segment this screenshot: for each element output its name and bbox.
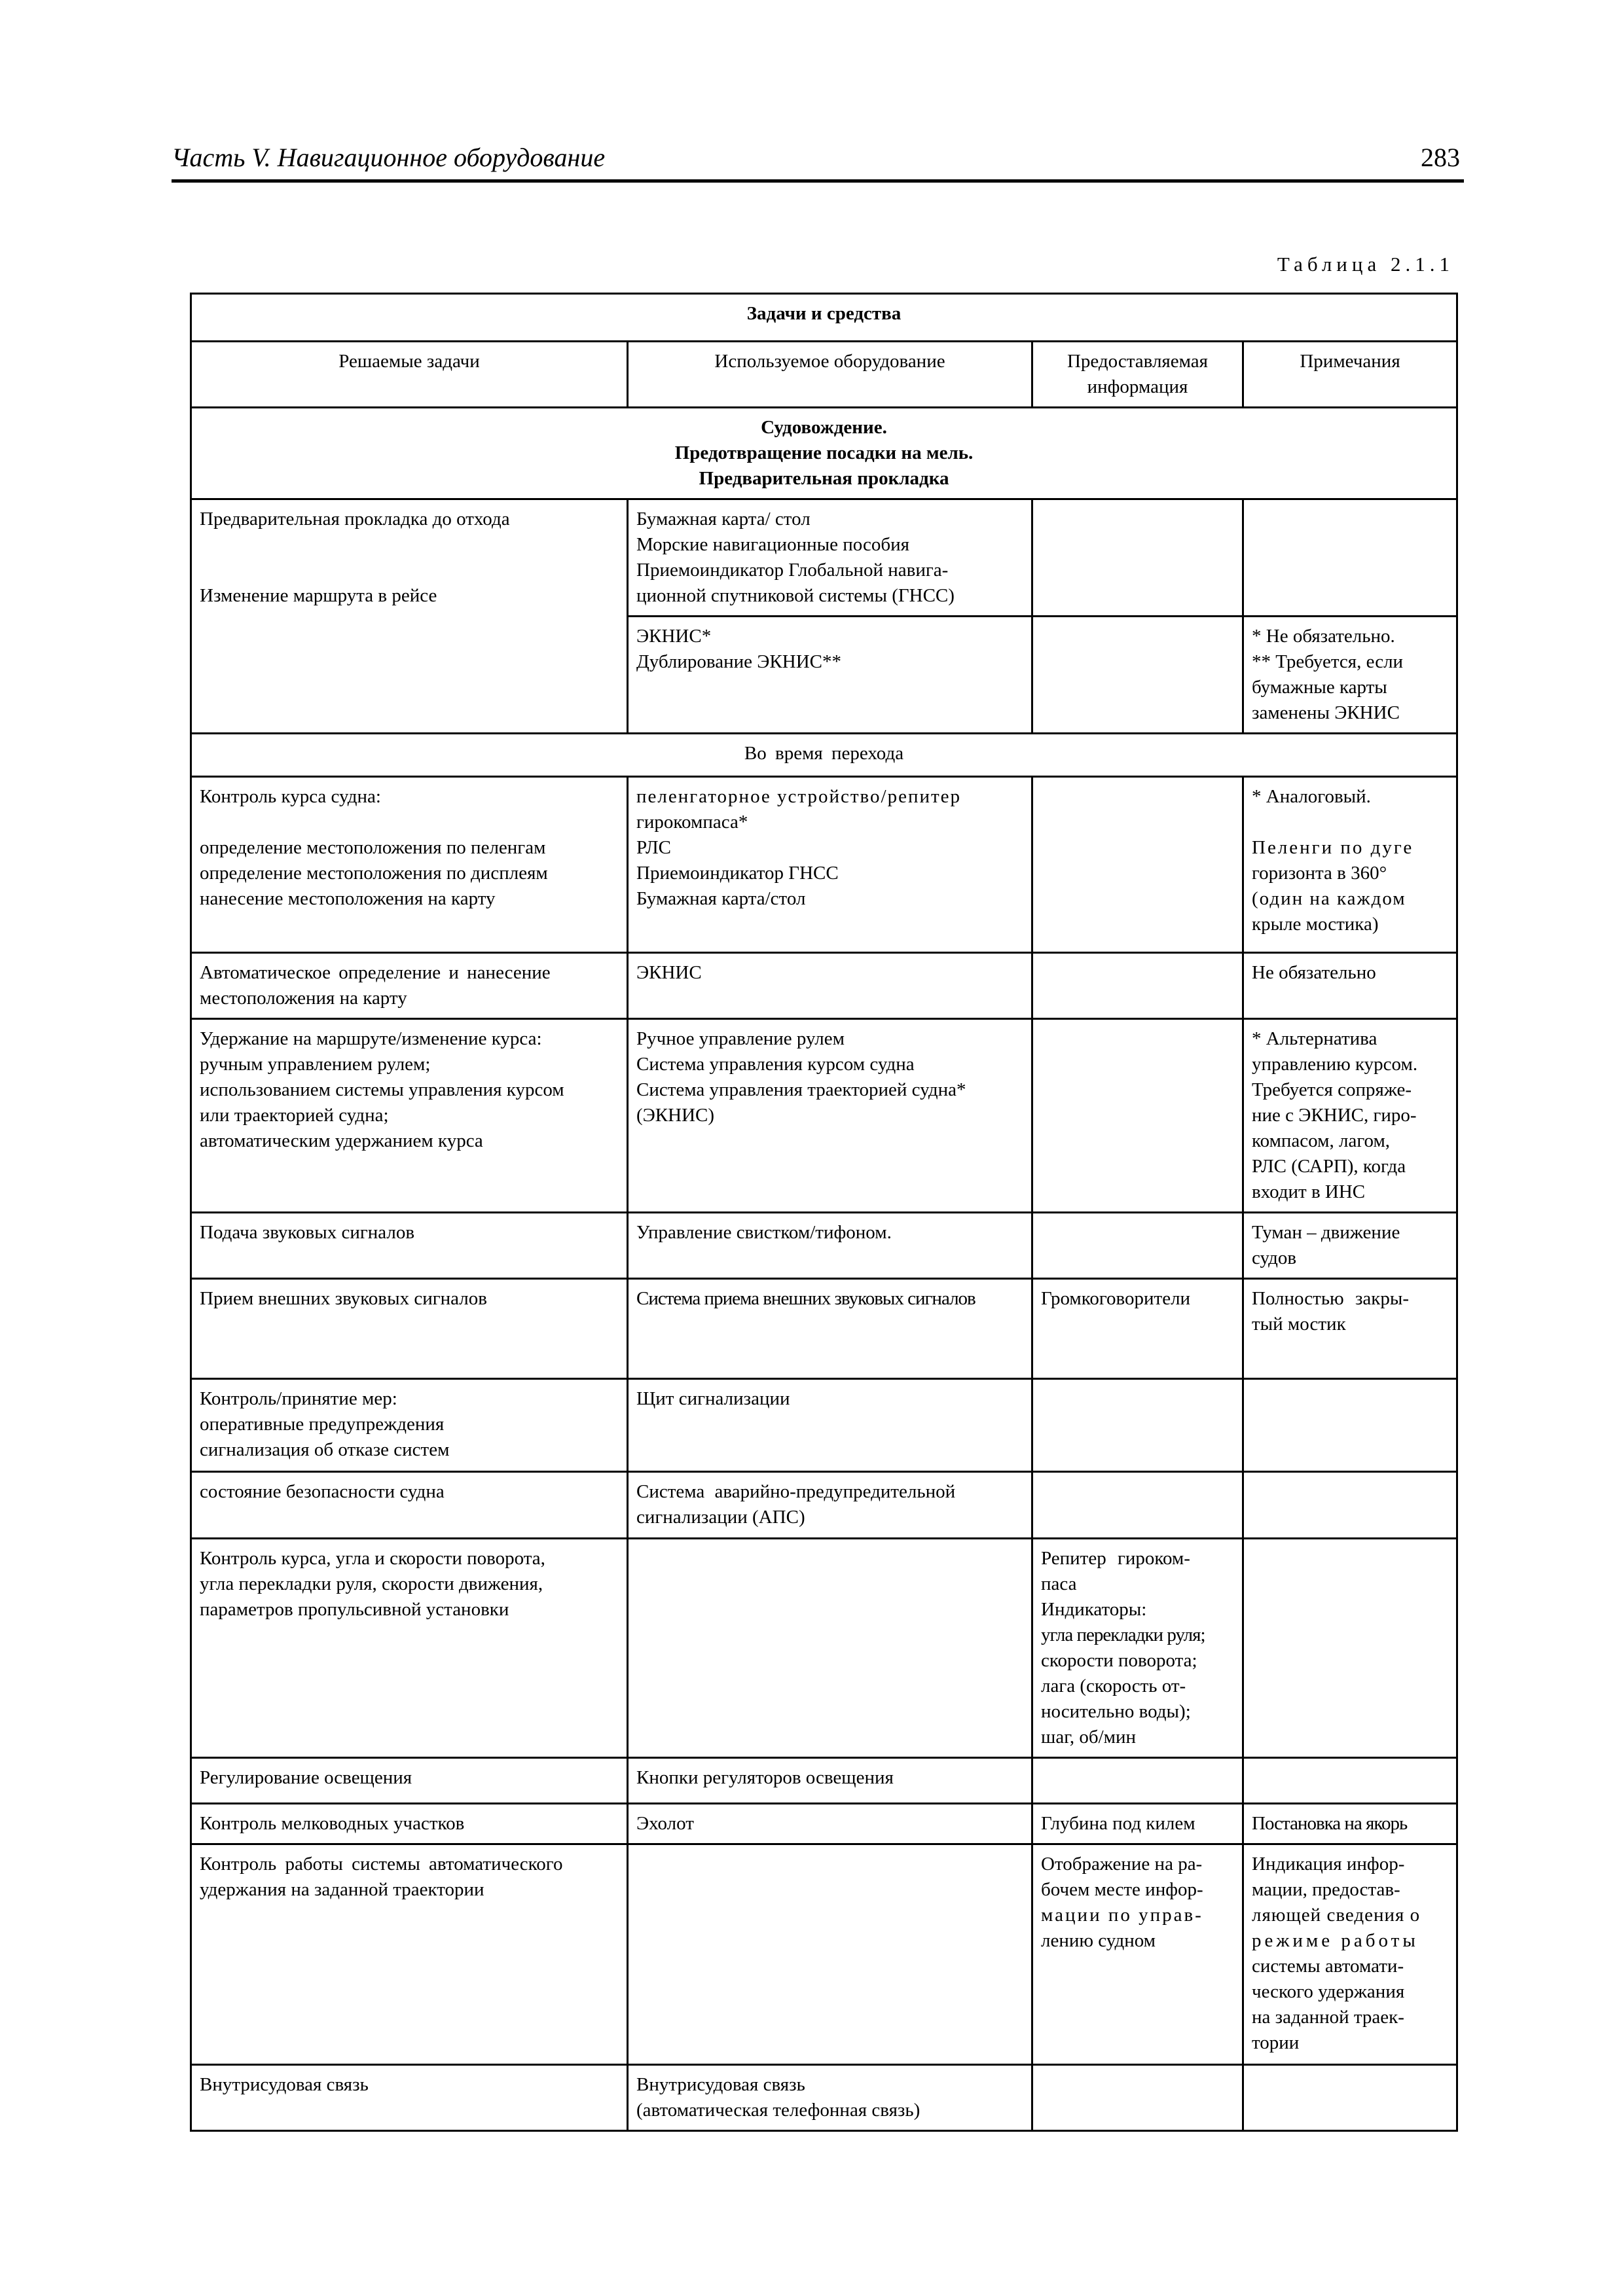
task-cell [191,953,628,1019]
table-row [191,499,1457,617]
column-header-equipment: Используемое оборудование [628,342,1032,408]
task-line: Контроль работы системы автоматического [200,1854,563,1874]
task-line: или траекторией судна; [200,1105,389,1126]
equipment-cell: ЭКНИС [628,953,1032,1019]
table-row [191,1213,1457,1279]
note-line: * Альтернатива [1252,1028,1377,1049]
equipment-cell: Щит сигнализации [628,1379,1032,1472]
note-line: * Не обязательно. [1252,626,1395,647]
equipment-line: сигнализации (АПС) [636,1507,805,1528]
task-line: параметров пропульсивной установки [200,1599,509,1620]
note-cell [1243,2065,1457,2131]
page-number: 283 [1421,143,1460,172]
task-cell [191,1019,628,1213]
tasks-equipment-table [190,293,1458,2132]
equipment-line: Бумажная карта/ стол [636,509,811,529]
task-cell [191,1844,628,2065]
task-line: местоположения на карту [200,988,407,1009]
task-cell: Прием внешних звуковых сигналов [191,1279,628,1379]
note-cell [1243,1213,1457,1279]
note-line: (один на каждом [1252,888,1406,909]
note-line: компасом, лагом, [1252,1130,1391,1151]
section-heading-row [191,408,1457,499]
equipment-cell [628,1472,1032,1539]
equipment-line: Дублирование ЭКНИС** [636,651,841,672]
equipment-cell: Кнопки регуляторов освещения [628,1758,1032,1804]
task-line: Контроль/принятие мер: [200,1388,397,1409]
note-line: ние с ЭКНИС, гиро- [1252,1105,1417,1126]
page-header [172,143,1464,183]
task-line: использованием системы управления курсом [200,1079,564,1100]
section-heading-navigation [191,408,1457,499]
task-line: Удержание на маршруте/изменение курса: [200,1028,542,1049]
note-line: тый мостик [1252,1314,1346,1335]
info-line: лага (скорость от- [1041,1676,1186,1696]
task-line: определение местоположения по дисплеям [200,863,548,884]
table-header-row [191,342,1457,408]
info-cell [1032,1019,1243,1213]
equipment-line: Ручное управление рулем [636,1028,845,1049]
info-line: Репитер гироком- [1041,1548,1190,1569]
info-cell [1032,1758,1243,1804]
equipment-cell [628,2065,1032,2131]
note-cell [1243,1539,1457,1758]
note-line: входит в ИНС [1252,1181,1366,1202]
note-cell [1243,499,1457,617]
note-line: ческого удержания [1252,1981,1405,2002]
equipment-line: Система управления курсом судна [636,1054,915,1075]
task-cell: состояние безопасности судна [191,1472,628,1539]
equipment-cell [628,1844,1032,2065]
task-cell [191,777,628,953]
column-header-tasks: Решаемые задачи [191,342,628,408]
task-line: Контроль курса, угла и скорости поворота, [200,1548,545,1569]
table-title: Задачи и средства [191,294,1457,342]
info-cell: Глубина под килем [1032,1804,1243,1844]
info-cell [1032,617,1243,734]
table-row [191,1379,1457,1472]
info-cell [1032,2065,1243,2131]
task-line: угла перекладки руля, скорости движения, [200,1573,543,1594]
note-line: бумажные карты [1252,677,1387,698]
note-line: Туман – движение [1252,1222,1400,1243]
note-line: режиме работы [1252,1930,1419,1951]
task-line: определение местоположения по пеленгам [200,837,546,858]
task-cell: Контроль мелководных участков [191,1804,628,1844]
table-row [191,1472,1457,1539]
equipment-cell: Система приема внешних звуковых сигналов [628,1279,1032,1379]
info-line: Отображение на ра- [1041,1854,1203,1874]
note-line: ляющей сведения о [1252,1905,1421,1926]
note-line: * Аналоговый. [1252,786,1371,807]
note-cell [1243,1279,1457,1379]
task-cell [191,499,628,734]
table-caption: Таблица 2.1.1 [1277,253,1454,276]
equipment-cell [628,1539,1032,1758]
equipment-line: пеленгаторное устройство/репитер [636,786,962,807]
note-cell [1243,1844,1457,2065]
equipment-cell [628,499,1032,617]
note-line: на заданной траек- [1252,2007,1404,2028]
note-line: Полностью закры- [1252,1288,1410,1309]
info-line: Индикаторы: [1041,1599,1147,1620]
section-heading-row [191,734,1457,777]
equipment-cell [628,1019,1032,1213]
info-cell [1032,1379,1243,1472]
equipment-cell: Управление свистком/тифоном. [628,1213,1032,1279]
info-cell [1032,1213,1243,1279]
task-line: удержания на заданной траектории [200,1879,484,1900]
task-cell: Подача звуковых сигналов [191,1213,628,1279]
table-row [191,2065,1457,2131]
table-row [191,1539,1457,1758]
note-cell [1243,777,1457,953]
note-cell [1243,1019,1457,1213]
note-line: РЛС (САРП), когда [1252,1156,1406,1177]
section-line: Судовождение. [761,417,887,438]
info-cell: Громкоговорители [1032,1279,1243,1379]
task-line: Автоматическое определение и нанесение [200,962,551,983]
equipment-line: Морские навигационные пособия [636,534,909,555]
equipment-line: гирокомпаса* [636,812,748,833]
table-row [191,1758,1457,1804]
task-cell [191,1379,628,1472]
note-cell [1243,1758,1457,1804]
equipment-line: ЭКНИС* [636,626,712,647]
note-cell: Не обязательно [1243,953,1457,1019]
equipment-line: Приемоиндикатор ГНСС [636,863,839,884]
task-line: Изменение маршрута в рейсе [200,585,437,606]
task-line: оперативные предупреждения [200,1414,445,1435]
equipment-cell [628,777,1032,953]
task-line: Предварительная прокладка до отхода [200,509,510,529]
task-line: автоматическим удержанием курса [200,1130,483,1151]
table-row [191,953,1457,1019]
equipment-line: ционной спутниковой системы (ГНСС) [636,585,955,606]
equipment-line: (ЭКНИС) [636,1105,715,1126]
task-line: Контроль курса судна: [200,786,381,807]
equipment-line: Внутрисудовая связь [636,2074,805,2095]
equipment-line: РЛС [636,837,671,858]
note-cell [1243,1472,1457,1539]
note-line: Требуется сопряже- [1252,1079,1412,1100]
note-line: тории [1252,2032,1300,2053]
info-cell [1032,1539,1243,1758]
info-line: шаг, об/мин [1041,1727,1137,1748]
section-line: Предотвращение посадки на мель. [674,442,974,463]
equipment-line: Система управления траекторией судна* [636,1079,966,1100]
info-line: мации по управ- [1041,1905,1203,1926]
task-line: ручным управлением рулем; [200,1054,431,1075]
task-line: сигнализация об отказе систем [200,1439,450,1460]
note-line: управлению курсом. [1252,1054,1418,1075]
note-line: Пеленги по дуге [1252,837,1414,858]
section-heading-passage: Во время перехода [191,734,1457,777]
note-line: Индикация инфор- [1252,1854,1405,1874]
note-line: крыле мостика) [1252,914,1379,935]
table-row [191,1279,1457,1379]
info-line: бочем месте инфор- [1041,1879,1203,1900]
equipment-cell [628,617,1032,734]
note-line: судов [1252,1247,1297,1268]
info-line: угла перекладки руля; [1041,1624,1205,1645]
note-line: мации, предостав- [1252,1879,1400,1900]
equipment-line: Система аварийно-предупредительной [636,1481,956,1502]
note-cell [1243,617,1457,734]
note-line: горизонта в 360° [1252,863,1387,884]
task-cell: Внутрисудовая связь [191,2065,628,2131]
equipment-line: Приемоиндикатор Глобальной навига- [636,560,949,581]
equipment-cell: Эхолот [628,1804,1032,1844]
column-header-notes: Примечания [1243,342,1457,408]
column-header-info: Предоставляемая информация [1032,342,1243,408]
note-line: ** Требуется, если [1252,651,1404,672]
info-cell [1032,777,1243,953]
task-line: нанесение местоположения на карту [200,888,496,909]
note-line: заменены ЭКНИС [1252,702,1400,723]
note-cell: Постановка на якорь [1243,1804,1457,1844]
note-line: системы автомати- [1252,1956,1404,1977]
note-cell [1243,1379,1457,1472]
table-row [191,777,1457,953]
info-cell [1032,953,1243,1019]
info-line: лению судном [1041,1930,1156,1951]
equipment-line: Бумажная карта/стол [636,888,806,909]
running-title: Часть V. Навигационное оборудование [172,143,606,172]
table-title-row [191,294,1457,342]
info-cell [1032,499,1243,617]
equipment-line: (автоматическая телефонная связь) [636,2100,921,2121]
table-row [191,1019,1457,1213]
task-cell: Регулирование освещения [191,1758,628,1804]
info-cell [1032,1844,1243,2065]
section-line: Предварительная прокладка [699,468,949,489]
info-cell [1032,1472,1243,1539]
info-line: паса [1041,1573,1077,1594]
info-line: носительно воды); [1041,1701,1191,1722]
task-cell [191,1539,628,1758]
table-row [191,1804,1457,1844]
table-row [191,1844,1457,2065]
info-line: скорости поворота; [1041,1650,1197,1671]
